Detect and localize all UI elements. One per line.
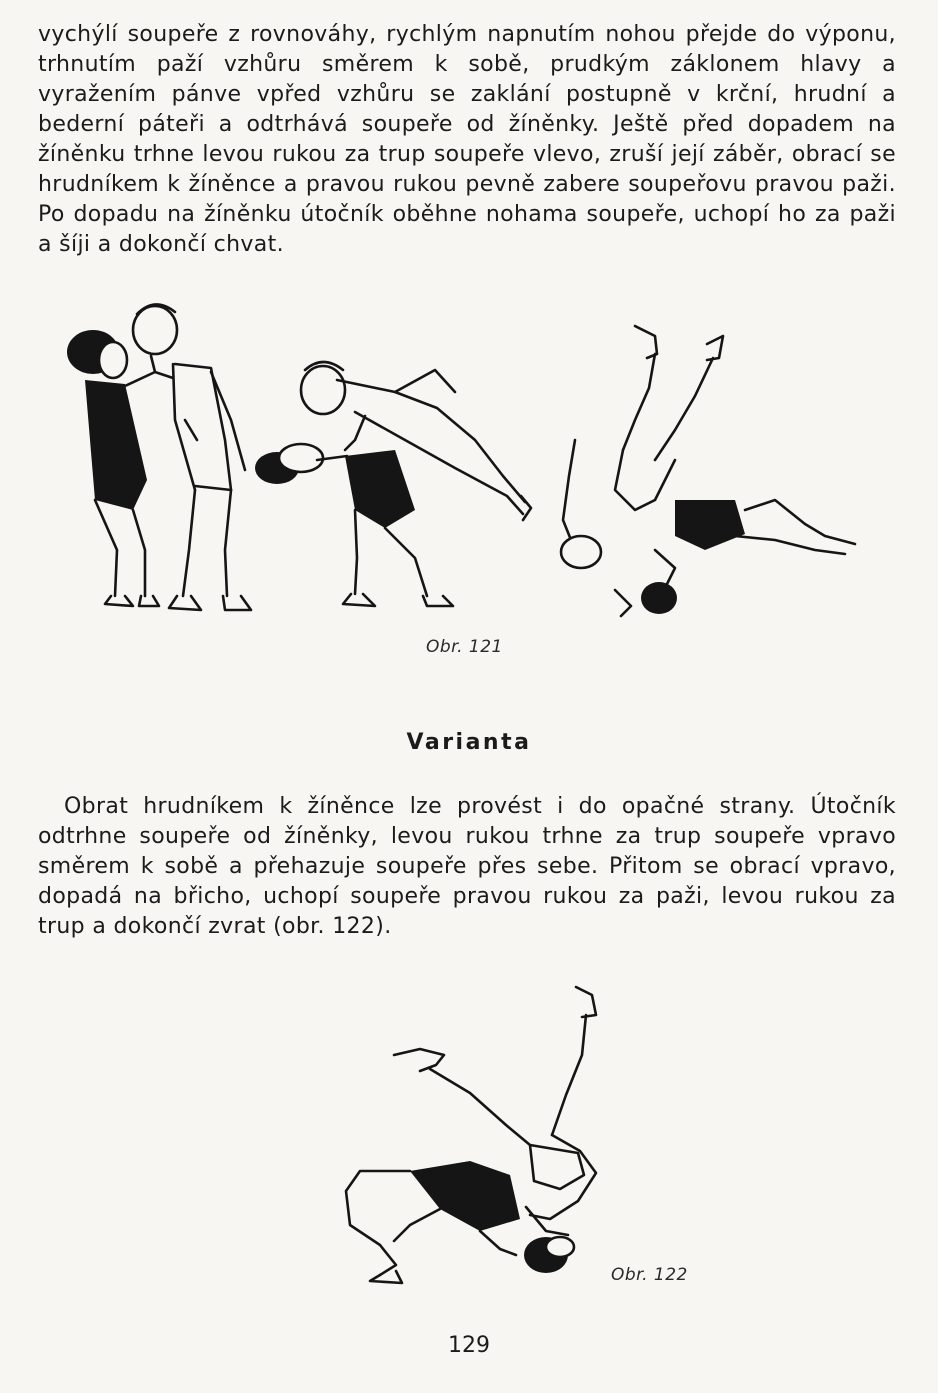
figure-122-illustration (320, 975, 620, 1295)
figure-121-illustration (55, 300, 875, 630)
paragraph-1: vychýlí soupeře z rovnováhy, rychlým napnutím nohou přejde do výponu, trhnutím paží vzhůru směrem k sobě, prudkým záklonem hlavy a vyražením pánve vpřed vzhůru se zaklání postupně v krční, hrudní a bederní páteři a odtrhává soupeře od žíněnky. Ještě před dopadem na žíněnku trhne levou rukou za trup soupeře vlevo, zruší její záběr, obrací se hrudníkem k žíněnce a pravou rukou pevně zabere soupeřovu pravou paži. Po dopadu na žíněnku útočník oběhne nohama soupeře, uchopí ho za paži a šíji a dokončí chvat. (38, 22, 896, 257)
wrestlers-landing-drawing (561, 326, 855, 616)
wrestlers-standing-drawing (67, 304, 251, 610)
wrestlers-throw-drawing (255, 362, 531, 606)
section-heading: Varianta (406, 730, 532, 755)
wrestlers-bridge-drawing (346, 987, 596, 1283)
figure-121-caption: Obr. 121 (426, 637, 503, 657)
page-number: 129 (448, 1333, 490, 1358)
paragraph-2: Obrat hrudníkem k žíněnce lze provést i do opačné strany. Útočník odtrhne soupeře od žíněnky, levou rukou trhne za trup soupeře vpravo směrem k sobě a přehazuje soupeře přes sebe. Přitom se obrací vpravo, dopadá na břicho, uchopí soupeře pravou rukou za paži, levou rukou za trup a dokončí zvrat (obr. 122). (38, 794, 896, 939)
figure-122-caption: Obr. 122 (611, 1265, 688, 1285)
